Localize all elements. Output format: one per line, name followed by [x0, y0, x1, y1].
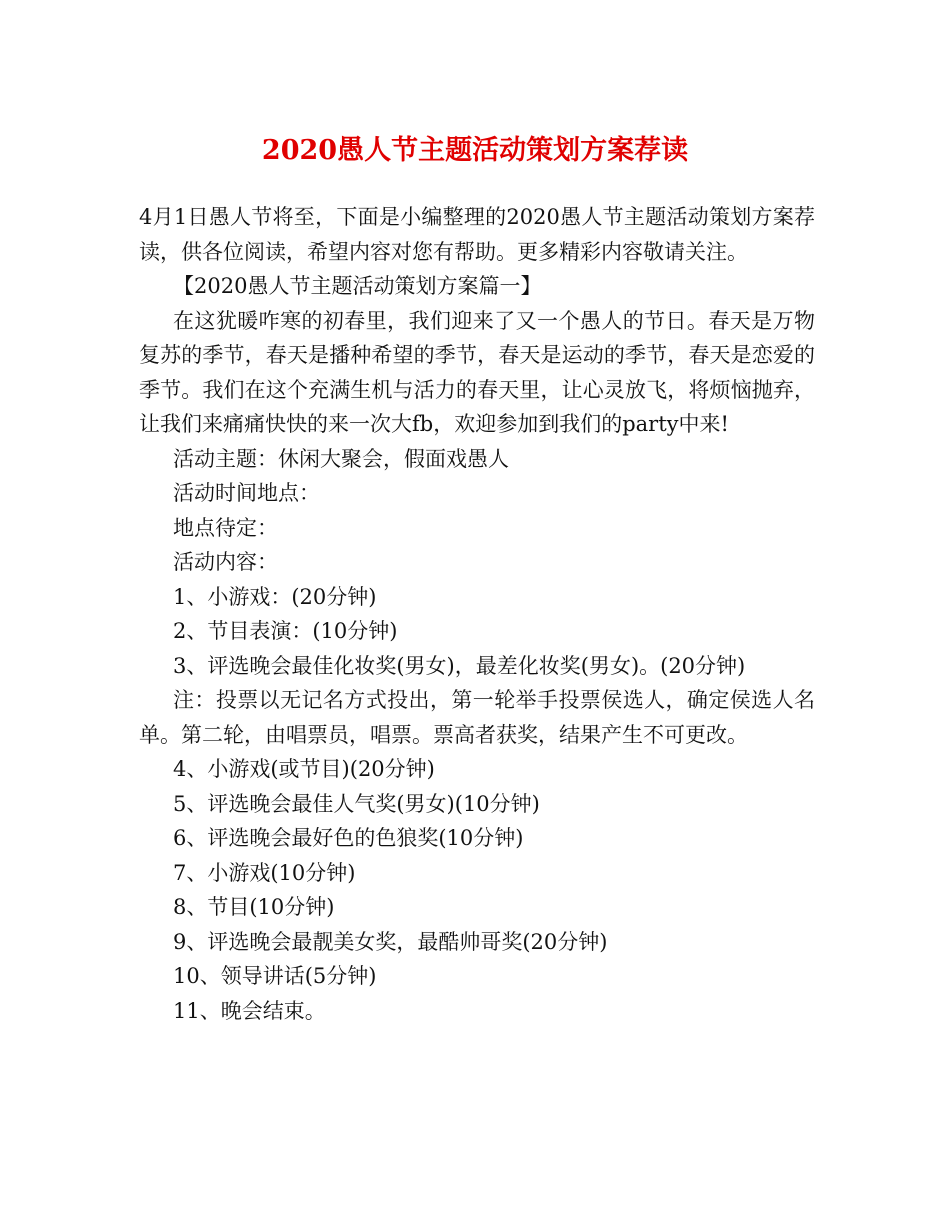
paragraph-section-heading: 【2020愚人节主题活动策划方案篇一】 — [173, 274, 542, 298]
list-item: 4、小游戏(或节目)(20分钟) — [173, 757, 435, 781]
list-item: 7、小游戏(10分钟) — [173, 860, 356, 885]
list-item: 5、评选晚会最佳人气奖(男女)(10分钟) — [173, 791, 540, 816]
paragraph-intro: 4月1日愚人节将至，下面是小编整理的2020愚人节主题活动策划方案荐读，供各位阅读，希望内容对您有帮助。更多精彩内容敬请关注。 — [139, 205, 815, 264]
list-item: 6、评选晚会最好色的色狼奖(10分钟) — [173, 826, 524, 850]
list-item: 9、评选晚会最靓美女奖，最酷帅哥奖(20分钟) — [173, 929, 608, 954]
list-item: 10、领导讲话(5分钟) — [173, 964, 377, 988]
list-item: 2、节目表演：(10分钟) — [173, 619, 398, 643]
document-title: 2020愚人节主题活动策划方案荐读 — [261, 135, 689, 166]
paragraph-location: 地点待定： — [173, 515, 278, 540]
paragraph-content-heading: 活动内容： — [173, 550, 278, 574]
list-item: 11、晚会结束。 — [173, 998, 326, 1023]
document-body — [139, 200, 815, 1028]
paragraph-theme: 活动主题：休闲大聚会，假面戏愚人 — [173, 446, 509, 471]
list-item: 1、小游戏：(20分钟) — [173, 584, 377, 609]
paragraph-time-place: 活动时间地点： — [173, 481, 320, 505]
paragraph-opening: 在这犹暖咋寒的初春里，我们迎来了又一个愚人的节日。春天是万物复苏的季节，春天是播种希望的季节，春天是运动的季节，春天是恋爱的季节。我们在这个充满生机与活力的春天里，让心灵放飞，将烦恼抛弃，让我们来痛痛快快的来一次大fb，欢迎参加到我们的party中来! — [139, 308, 815, 436]
list-item: 3、评选晚会最佳化妆奖(男女)，最差化妆奖(男女)。(20分钟) — [173, 653, 746, 678]
list-item: 8、节目(10分钟) — [173, 895, 335, 919]
paragraph-note: 注：投票以无记名方式投出，第一轮举手投票侯选人，确定侯选人名单。第二轮，由唱票员，唱票。票高者获奖，结果产生不可更改。 — [139, 688, 815, 747]
